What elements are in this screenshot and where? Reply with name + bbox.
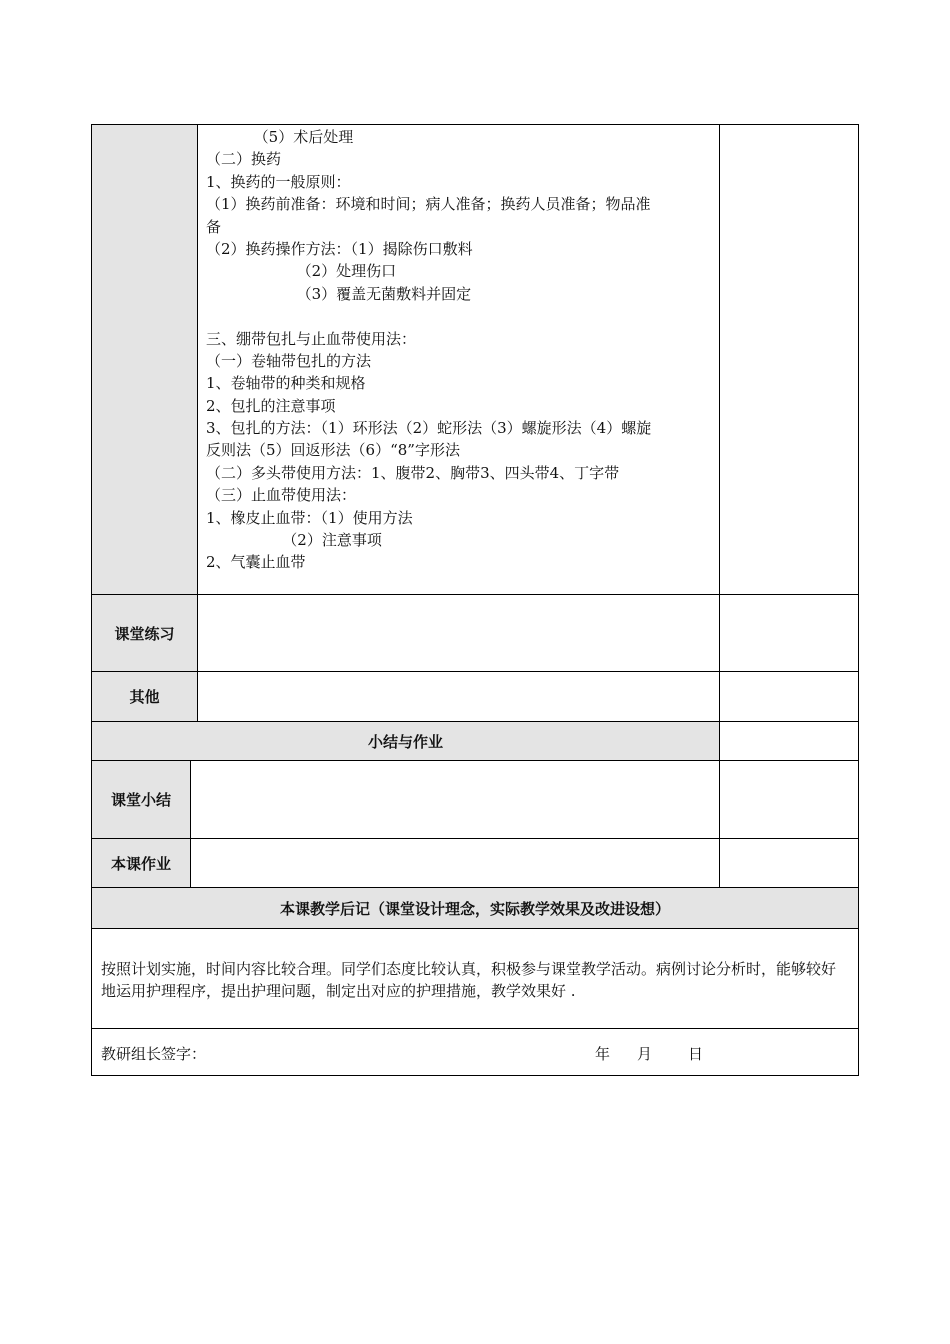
summary-header: 小结与作业 bbox=[367, 732, 443, 751]
practice-label: 课堂练习 bbox=[114, 624, 175, 643]
content-line: 2、气囊止血带 bbox=[206, 553, 306, 572]
postscript-text: 按照计划实施，时间内容比较合理。同学们态度比较认真，积极参与课堂教学活动。病例讨论分析时，能够较好地运用护理程序，提出护理问题，制定出对应的护理措施，教学效果好 . bbox=[101, 960, 837, 1000]
other-label: 其他 bbox=[129, 688, 160, 706]
row-divider bbox=[91, 838, 859, 839]
date-month: 月 bbox=[637, 1045, 653, 1063]
content-line: （5）术后处理 bbox=[206, 128, 354, 146]
row-divider bbox=[91, 671, 859, 672]
row-divider bbox=[91, 928, 859, 929]
signature-label: 教研组长签字： bbox=[101, 1045, 207, 1063]
summary-label: 课堂小结 bbox=[110, 791, 171, 809]
content-line: 1、卷轴带的种类和规格 bbox=[206, 374, 366, 393]
content-line: （2）换药操作方法：（1）揭除伤口敷料 bbox=[206, 239, 473, 258]
row-divider bbox=[91, 1028, 859, 1029]
date-day: 日 bbox=[688, 1045, 704, 1063]
content-line: 备 bbox=[206, 217, 222, 236]
content-line: 三、绷带包扎与止血带使用法： bbox=[206, 329, 417, 348]
content-line: （二）多头带使用方法：1、腹带2、胸带3、四头带4、丁字带 bbox=[206, 463, 620, 482]
row-divider bbox=[91, 760, 859, 761]
table-border-bottom bbox=[91, 1075, 859, 1076]
content-line: （三）止血带使用法： bbox=[206, 486, 357, 505]
content-line: （一）卷轴带包扎的方法 bbox=[206, 351, 372, 370]
content-line: 1、换药的一般原则： bbox=[206, 172, 351, 191]
content-line: （2）处理伤口 bbox=[206, 262, 397, 281]
content-line: （二）换药 bbox=[206, 150, 282, 169]
table-border-top bbox=[91, 124, 859, 125]
content-line: 3、包扎的方法：（1）环形法（2）蛇形法（3）螺旋形法（4）螺旋 bbox=[206, 419, 652, 438]
lesson-content bbox=[206, 126, 718, 590]
content-line: （1）换药前准备：环境和时间；病人准备；换药人员准备；物品准 bbox=[206, 195, 651, 214]
row-divider bbox=[91, 594, 859, 595]
date-year: 年 bbox=[595, 1045, 611, 1063]
column-divider bbox=[197, 124, 198, 722]
table-border-right bbox=[858, 124, 859, 1076]
column-divider bbox=[719, 124, 720, 888]
column-divider bbox=[190, 760, 191, 888]
content-line: 2、包扎的注意事项 bbox=[206, 396, 336, 415]
content-line: （3）覆盖无菌敷料并固定 bbox=[206, 284, 472, 303]
content-line: 1、橡皮止血带：（1）使用方法 bbox=[206, 508, 413, 527]
postscript-header: 本课教学后记（课堂设计理念，实际教学效果及改进设想） bbox=[279, 899, 670, 918]
content-line bbox=[206, 305, 718, 327]
content-line: （2）注意事项 bbox=[206, 531, 382, 550]
homework-label: 本课作业 bbox=[110, 854, 171, 873]
content-line: 反则法（5）回返形法（6）“8”字形法 bbox=[206, 441, 460, 460]
